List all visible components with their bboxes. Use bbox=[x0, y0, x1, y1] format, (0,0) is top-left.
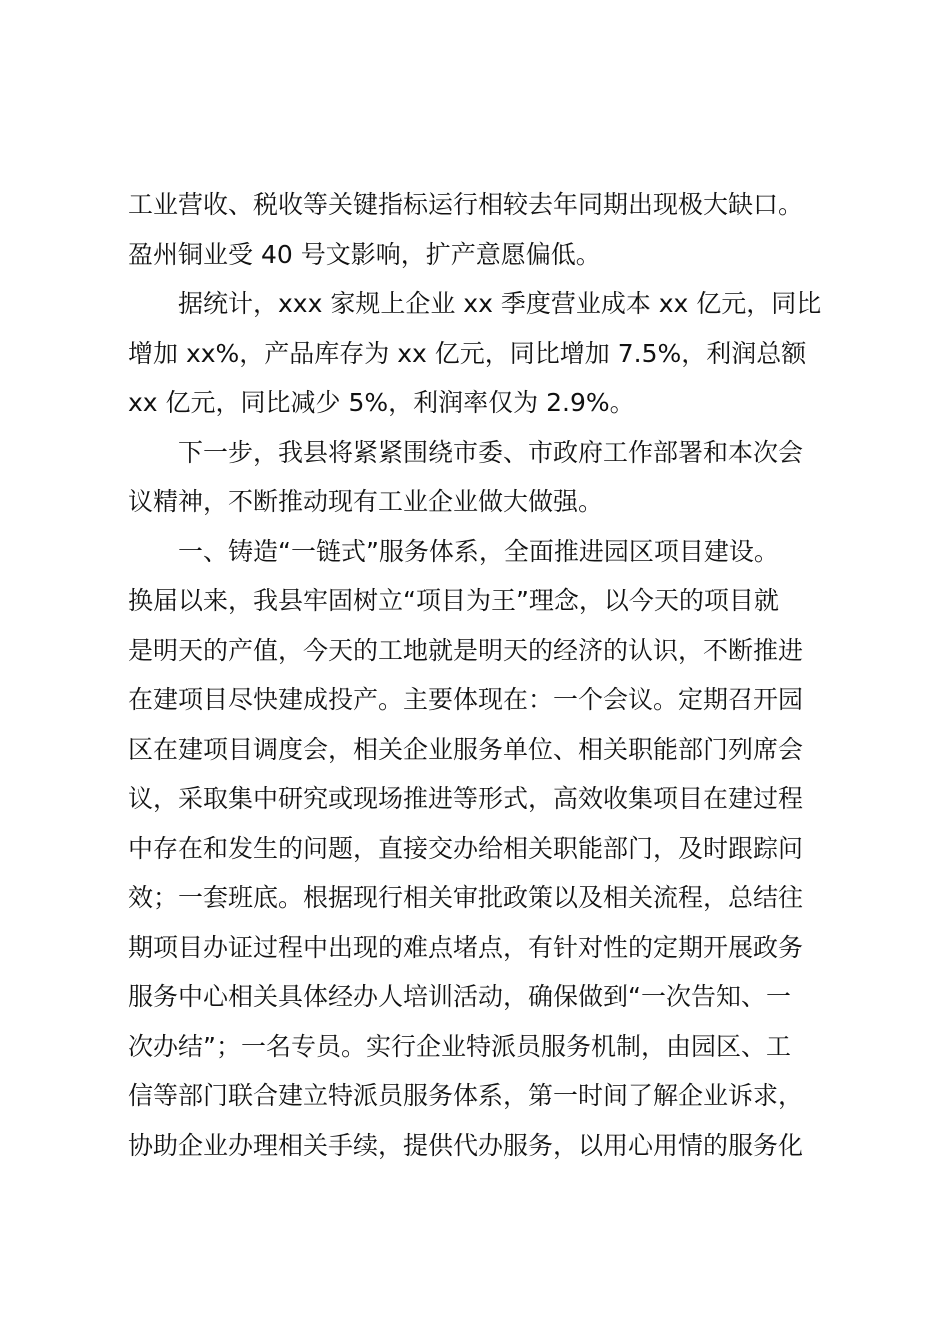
text-line: 信等部门联合建立特派员服务体系，第一时间了解企业诉求， bbox=[128, 1081, 804, 1110]
text-line: 在建项目尽快建成投产。主要体现在：一个会议。定期召开园 bbox=[128, 685, 804, 714]
text-line: xx 亿元，同比减少 5%，利润率仅为 2.9%。 bbox=[128, 388, 635, 417]
document-body bbox=[128, 180, 834, 1170]
text-line: 次办结”；一名专员。实行企业特派员服务机制，由园区、工 bbox=[128, 1031, 791, 1061]
text-line: 区在建项目调度会，相关企业服务单位、相关职能部门列席会 bbox=[128, 734, 804, 764]
text-line: 协助企业办理相关手续，提供代办服务，以用心用情的服务化 bbox=[128, 1130, 804, 1160]
text-line: 换届以来，我县牢固树立“项目为王”理念，以今天的项目就 bbox=[128, 586, 779, 615]
text-line: 下一步，我县将紧紧围绕市委、市政府工作部署和本次会 bbox=[178, 437, 804, 467]
text-line: 议精神，不断推动现有工业企业做大做强。 bbox=[128, 487, 604, 516]
text-line: 工业营收、税收等关键指标运行相较去年同期出现极大缺口。 bbox=[128, 190, 804, 219]
paragraph-3 bbox=[128, 428, 834, 527]
text-line: 增加 xx%，产品库存为 xx 亿元，同比增加 7.5%，利润总额 bbox=[128, 338, 807, 368]
paragraph-1 bbox=[128, 180, 834, 279]
text-line: 期项目办证过程中出现的难点堵点，有针对性的定期开展政务 bbox=[128, 932, 804, 962]
text-line: 服务中心相关具体经办人培训活动，确保做到“一次告知、一 bbox=[128, 982, 791, 1011]
paragraph-4 bbox=[128, 527, 834, 1171]
text-line: 据统计，xxx 家规上企业 xx 季度营业成本 xx 亿元，同比 bbox=[178, 289, 822, 318]
text-line: 是明天的产值，今天的工地就是明天的经济的认识，不断推进 bbox=[128, 635, 804, 665]
paragraph-2 bbox=[128, 279, 834, 428]
text-line: 中存在和发生的问题，直接交办给相关职能部门，及时跟踪问 bbox=[128, 833, 804, 863]
text-line: 盈州铜业受 40 号文影响，扩产意愿偏低。 bbox=[128, 239, 601, 269]
section-heading-line: 一、铸造“一链式”服务体系，全面推进园区项目建设。 bbox=[178, 536, 779, 566]
text-line: 议，采取集中研究或现场推进等形式，高效收集项目在建过程 bbox=[128, 784, 804, 813]
text-line: 效；一套班底。根据现行相关审批政策以及相关流程，总结往 bbox=[128, 883, 804, 912]
